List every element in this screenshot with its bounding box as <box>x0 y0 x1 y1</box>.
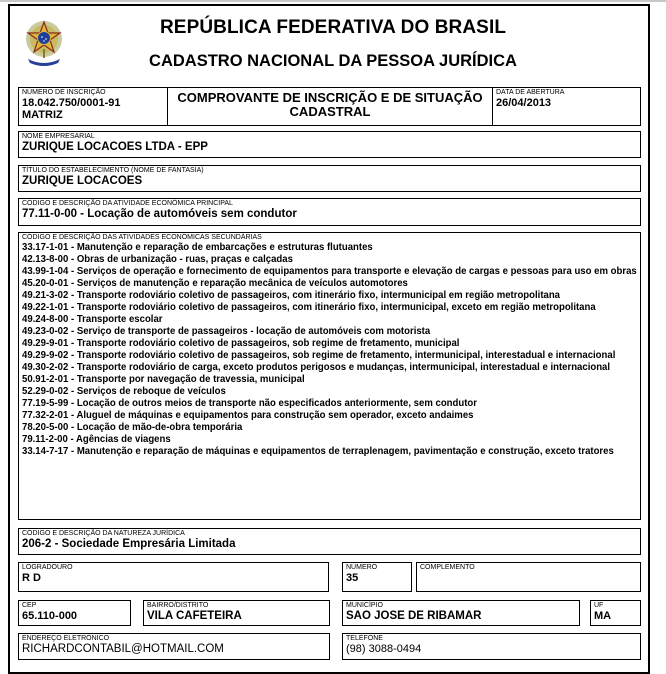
titulo-box <box>18 165 641 192</box>
inscricao-tipo: MATRIZ <box>22 109 63 121</box>
municipio-label: MUNICÍPIO <box>346 602 383 609</box>
list-item: 78.20-5-00 - Locação de mão-de-obra temporária <box>22 422 243 433</box>
inscricao-label: NÚMERO DE INSCRIÇÃO <box>22 89 106 96</box>
bairro-value: VILA CAFETEIRA <box>147 610 242 622</box>
list-item: 49.24-8-00 - Transporte escolar <box>22 314 163 325</box>
bairro-box <box>143 600 330 626</box>
nome-empresarial-label: NOME EMPRESARIAL <box>22 133 95 140</box>
atividades-secundarias-label: CÓDIGO E DESCRIÇÃO DAS ATIVIDADES ECONÔMICAS SECUNDÁRIAS <box>22 234 262 241</box>
nome-empresarial-value: ZURIQUE LOCACOES LTDA - EPP <box>22 141 208 153</box>
abertura-box <box>492 87 641 126</box>
cep-value: 65.110-000 <box>22 610 78 622</box>
email-box <box>18 633 330 660</box>
atividade-principal-box <box>18 198 641 226</box>
natureza-juridica-box <box>18 528 641 555</box>
list-item: 43.99-1-04 - Serviços de operação e fornecimento de equipamentos para transporte e elevação de cargas e pessoas para uso em obras <box>22 266 637 277</box>
telefone-value: (98) 3088-0494 <box>346 643 422 655</box>
list-item: 49.22-1-01 - Transporte rodoviário coletivo de passageiros, com itinerário fixo, intermunicipal, exceto em região metropolitana <box>22 302 596 313</box>
titulo-label: TÍTULO DO ESTABELECIMENTO (NOME DE FANTASIA) <box>22 167 204 174</box>
list-item: 49.30-2-02 - Transporte rodoviário de carga, exceto produtos perigosos e mudanças, intermunicipal, interestadual e internacional <box>22 362 611 373</box>
municipio-box <box>342 600 580 626</box>
atividades-secundarias-box <box>18 232 641 520</box>
list-item: 79.11-2-00 - Agências de viagens <box>22 434 171 445</box>
numero-value: 35 <box>346 572 359 584</box>
list-item: 42.13-8-00 - Obras de urbanização - ruas, praças e calçadas <box>22 254 293 265</box>
list-item: 77.32-2-01 - Aluguel de máquinas e equipamentos para construção sem operador, exceto andaimes <box>22 410 474 421</box>
comprovante-line2: CADASTRAL <box>289 104 371 119</box>
atividade-principal-value: 77.11-0-00 - Locação de automóveis sem condutor <box>22 208 297 220</box>
abertura-label: DATA DE ABERTURA <box>496 89 565 96</box>
numero-label: NÚMERO <box>346 564 378 571</box>
page-subtitle: CADASTRO NACIONAL DA PESSOA JURÍDICA <box>149 52 517 70</box>
atividade-principal-label: CÓDIGO E DESCRIÇÃO DA ATIVIDADE ECONÔMICA PRINCIPAL <box>22 200 233 207</box>
page-title: REPÚBLICA FEDERATIVA DO BRASIL <box>159 17 507 38</box>
uf-label: UF <box>594 602 604 609</box>
logradouro-box <box>18 562 329 592</box>
list-item: 50.91-2-01 - Transporte por navegação de travessia, municipal <box>22 374 305 385</box>
logradouro-label: LOGRADOURO <box>22 564 73 571</box>
natureza-juridica-value: 206-2 - Sociedade Empresária Limitada <box>22 538 236 550</box>
numero-box <box>342 562 412 592</box>
bairro-label: BAIRRO/DISTRITO <box>147 602 209 609</box>
inscricao-value: 18.042.750/0001-91 <box>22 97 121 109</box>
telefone-box <box>342 633 641 660</box>
email-value: RICHARDCONTABIL@HOTMAIL.COM <box>22 643 224 655</box>
nome-empresarial-box <box>18 131 641 158</box>
comprovante-line1: COMPROVANTE DE INSCRIÇÃO E DE SITUAÇÃO <box>177 90 483 105</box>
complemento-label: COMPLEMENTO <box>420 564 475 571</box>
uf-value: MA <box>594 610 612 622</box>
atividades-secundarias-list <box>22 242 640 458</box>
top-divider <box>0 0 666 2</box>
natureza-juridica-label: CÓDIGO E DESCRIÇÃO DA NATUREZA JURÍDICA <box>22 530 185 537</box>
logradouro-value: R D <box>22 572 41 584</box>
list-item: 49.29-9-01 - Transporte rodoviário coletivo de passageiros, sob regime de fretamento, municipal <box>22 338 460 349</box>
list-item: 33.17-1-01 - Manutenção e reparação de embarcações e estruturas flutuantes <box>22 242 373 253</box>
list-item: 49.21-3-02 - Transporte rodoviário coletivo de passageiros, com itinerário fixo, intermunicipal em região metropolitana <box>22 290 561 301</box>
list-item: 52.29-0-02 - Serviços de reboque de veículos <box>22 386 226 397</box>
cep-label: CEP <box>22 602 37 609</box>
list-item: 77.19-5-99 - Locação de outros meios de transporte não especificados anteriormente, sem condutor <box>22 398 478 409</box>
email-label: ENDEREÇO ELETRÔNICO <box>22 635 110 642</box>
abertura-value: 26/04/2013 <box>496 97 552 109</box>
comprovante-box <box>167 87 493 126</box>
list-item: 49.23-0-02 - Serviço de transporte de passageiros - locação de automóveis com motorista <box>22 326 431 337</box>
list-item: 33.14-7-17 - Manutenção e reparação de máquinas e equipamentos de terraplenagem, pavimentação e construção, exceto tratores <box>22 446 614 457</box>
uf-box <box>590 600 641 626</box>
list-item: 45.20-0-01 - Serviços de manutenção e reparação mecânica de veículos automotores <box>22 278 408 289</box>
cep-box <box>18 600 131 626</box>
complemento-box <box>416 562 641 592</box>
municipio-value: SAO JOSE DE RIBAMAR <box>346 610 482 622</box>
inscricao-box <box>18 87 168 126</box>
list-item: 49.29-9-02 - Transporte rodoviário coletivo de passageiros, sob regime de fretamento, intermunicipal, interestadual e internacional <box>22 350 616 361</box>
telefone-label: TELEFONE <box>346 635 383 642</box>
titulo-value: ZURIQUE LOCACOES <box>22 175 143 187</box>
